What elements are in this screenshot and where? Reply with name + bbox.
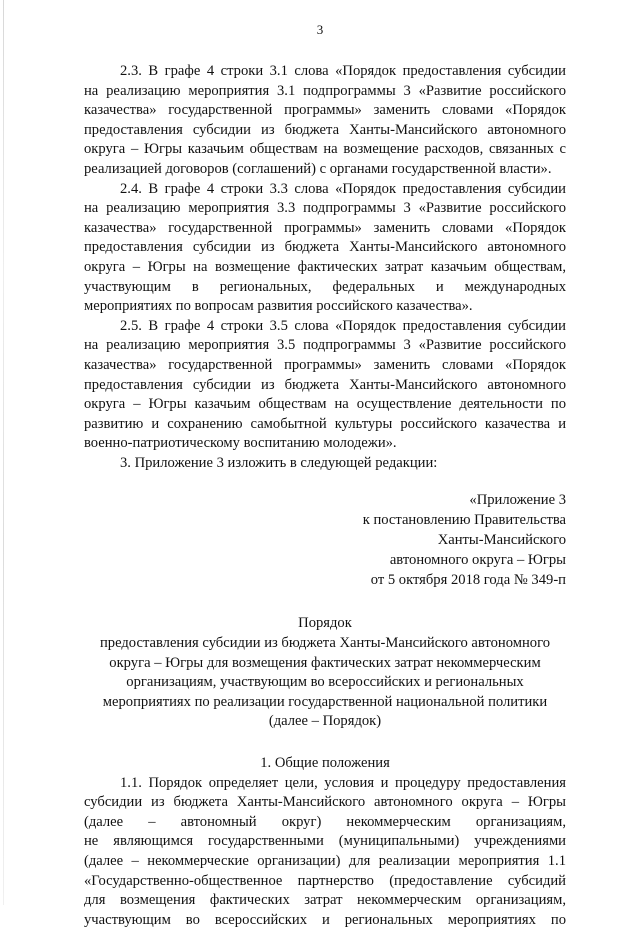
text-line: казачества» государственной программы» заменить словами «Порядок (84, 356, 566, 373)
text-line: округа – Югры на возмещение фактических затрат казачьим обществам, (84, 258, 566, 275)
text-line: 1.1. Порядок определяет цели, условия и процедуру предоставления (120, 774, 566, 791)
text-line: участвующим во всероссийских и региональных мероприятиях по (84, 911, 566, 928)
text-line: 2.4. В графе 4 строки 3.3 слова «Порядок предоставления субсидии (120, 180, 566, 197)
text-line: предоставления субсидии из бюджета Ханты-Мансийского автономного (84, 376, 566, 393)
text-line: на реализацию мероприятия 3.3 подпрограммы 3 «Развитие российского (84, 200, 566, 217)
text-line: субсидии из бюджета Ханты-Мансийского автономного округа – Югры (84, 794, 566, 811)
text-line: 2.3. В графе 4 строки 3.1 слова «Порядок предоставления субсидии (120, 63, 566, 79)
appendix-line: Ханты-Мансийского (437, 532, 566, 549)
section-paragraph (84, 774, 566, 930)
item-3 (84, 454, 566, 474)
text-line: участвующим в региональных, федеральных и международных (84, 278, 566, 295)
text-line: «Государственно-общественное партнерство (предоставление субсидий (84, 872, 566, 889)
appendix-line: к постановлению Правительства (362, 512, 566, 529)
text-line: не являющимся государственными (муниципальными) учреждениями (84, 833, 566, 850)
text-line: (далее – некоммерческие организации) для реализации мероприятия 1.1 (84, 852, 566, 869)
text-line: округа – Югры казачьим обществам на осуществление деятельности по (84, 396, 566, 413)
text-line: военно-патриотическому воспитанию молодежи». (84, 435, 397, 452)
section-heading: 1. Общие положения (260, 755, 390, 772)
amendment-2-5 (84, 317, 566, 454)
text-line: для возмещения фактических затрат некоммерческим организациям, (84, 892, 566, 909)
text-line: (далее – автономный округ) некоммерческим организациям, (84, 813, 566, 830)
appendix-header (84, 491, 566, 590)
scan-edge (3, 0, 4, 905)
appendix-line: от 5 октября 2018 года № 349-п (370, 571, 566, 588)
text-line: предоставления субсидии из бюджета Ханты-Мансийского автономного (84, 239, 566, 256)
title-line: мероприятиях по реализации государственной национальной политики (102, 693, 548, 710)
amendment-2-4 (84, 180, 566, 317)
text-line: предоставления субсидии из бюджета Ханты-Мансийского автономного (84, 121, 566, 138)
procedure-title (84, 614, 566, 732)
text-line: 3. Приложение 3 изложить в следующей редакции: (120, 454, 438, 471)
title-line: Порядок (298, 615, 352, 632)
text-line: развитию и сохранению самобытной культуры российского казачества и (84, 415, 566, 432)
text-line: 2.5. В графе 4 строки 3.5 слова «Порядок предоставления субсидии (120, 317, 566, 334)
appendix-line: автономного округа – Югры (389, 551, 566, 568)
title-line: округа – Югры для возмещения фактических затрат некоммерческим (109, 654, 541, 671)
amendment-2-3 (84, 62, 566, 180)
text-line: на реализацию мероприятия 3.1 подпрограммы 3 «Развитие российского (84, 82, 566, 99)
text-line: реализацией договоров (соглашений) с органами государственной власти». (84, 160, 552, 177)
text-line: округа – Югры казачьим обществам на возмещение расходов, связанных с (84, 141, 566, 158)
document-body (84, 62, 566, 930)
text-line: на реализацию мероприятия 3.5 подпрограммы 3 «Развитие российского (84, 337, 566, 354)
appendix-line: «Приложение 3 (469, 492, 566, 509)
title-line: организациям, участвующим во всероссийских и региональных (126, 674, 524, 691)
text-line: казачества» государственной программы» заменить словами «Порядок (84, 102, 566, 119)
title-line: (далее – Порядок) (268, 713, 382, 730)
title-line: предоставления субсидии из бюджета Ханты-Мансийского автономного (99, 635, 550, 652)
page-number: 3 (316, 22, 324, 37)
text-line: казачества» государственной программы» заменить словами «Порядок (84, 219, 566, 236)
text-line: мероприятиях по вопросам развития российского казачества». (84, 298, 473, 315)
